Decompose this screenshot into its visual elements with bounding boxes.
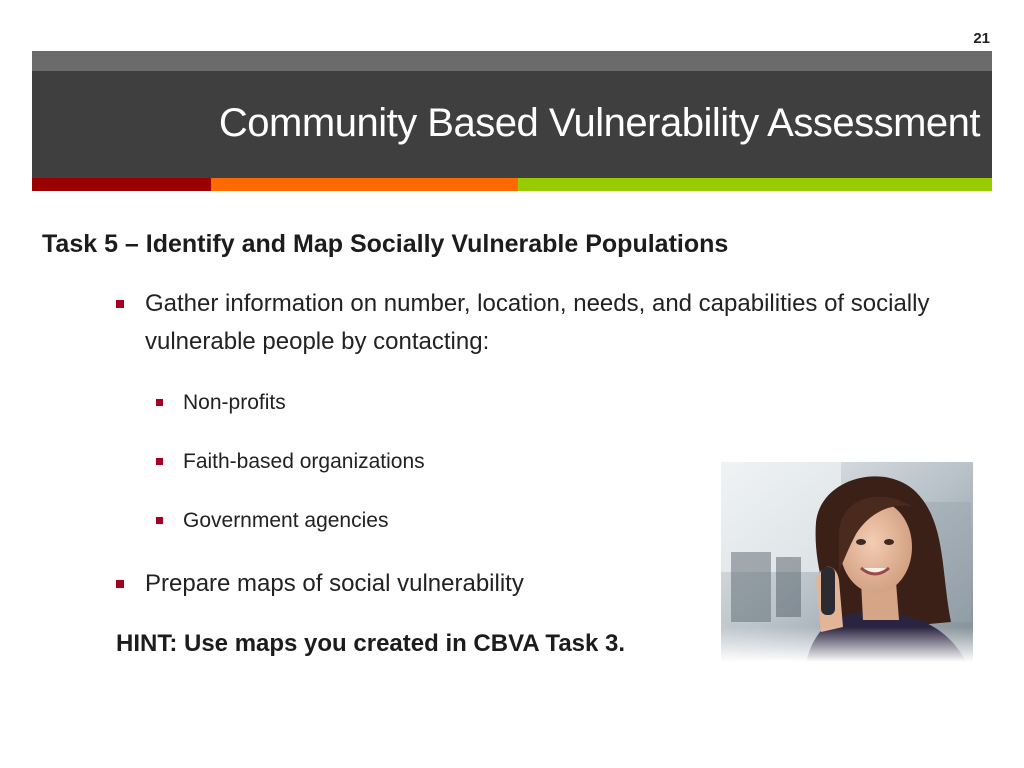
photo-illustration (721, 462, 973, 662)
title-bar (32, 51, 992, 178)
bullet-marker (156, 517, 163, 524)
bullet-text: Faith-based organizations (183, 450, 425, 473)
bullet-text: Government agencies (183, 509, 389, 532)
sub-bullet-government (156, 507, 388, 535)
bullet-text: Prepare maps of social vulnerability (145, 570, 524, 597)
sub-bullet-faith-based (156, 448, 425, 476)
title-bar-highlight (32, 51, 992, 71)
bullet-text: Gather information on number, location, needs, and capabilities of socially vulnerable people by contacting: (145, 290, 930, 355)
task-heading: Task 5 – Identify and Map Socially Vulnerable Populations (42, 230, 729, 258)
bullet-gather-info (116, 285, 956, 361)
bullet-marker (116, 580, 124, 588)
hint-text: HINT: Use maps you created in CBVA Task 3. (116, 630, 626, 657)
accent-orange (211, 178, 518, 191)
sub-bullet-nonprofits (156, 389, 286, 417)
photo-woman-on-phone (721, 462, 973, 662)
accent-strip (32, 178, 992, 191)
slide-number: 21 (973, 30, 990, 47)
accent-red (32, 178, 211, 191)
bullet-marker (156, 458, 163, 465)
accent-green (518, 178, 992, 191)
bullet-marker (116, 300, 124, 308)
bullet-text: Non-profits (183, 391, 286, 414)
bullet-marker (156, 399, 163, 406)
slide-title: Community Based Vulnerability Assessment (218, 101, 980, 145)
bullet-prepare-maps (116, 565, 524, 603)
